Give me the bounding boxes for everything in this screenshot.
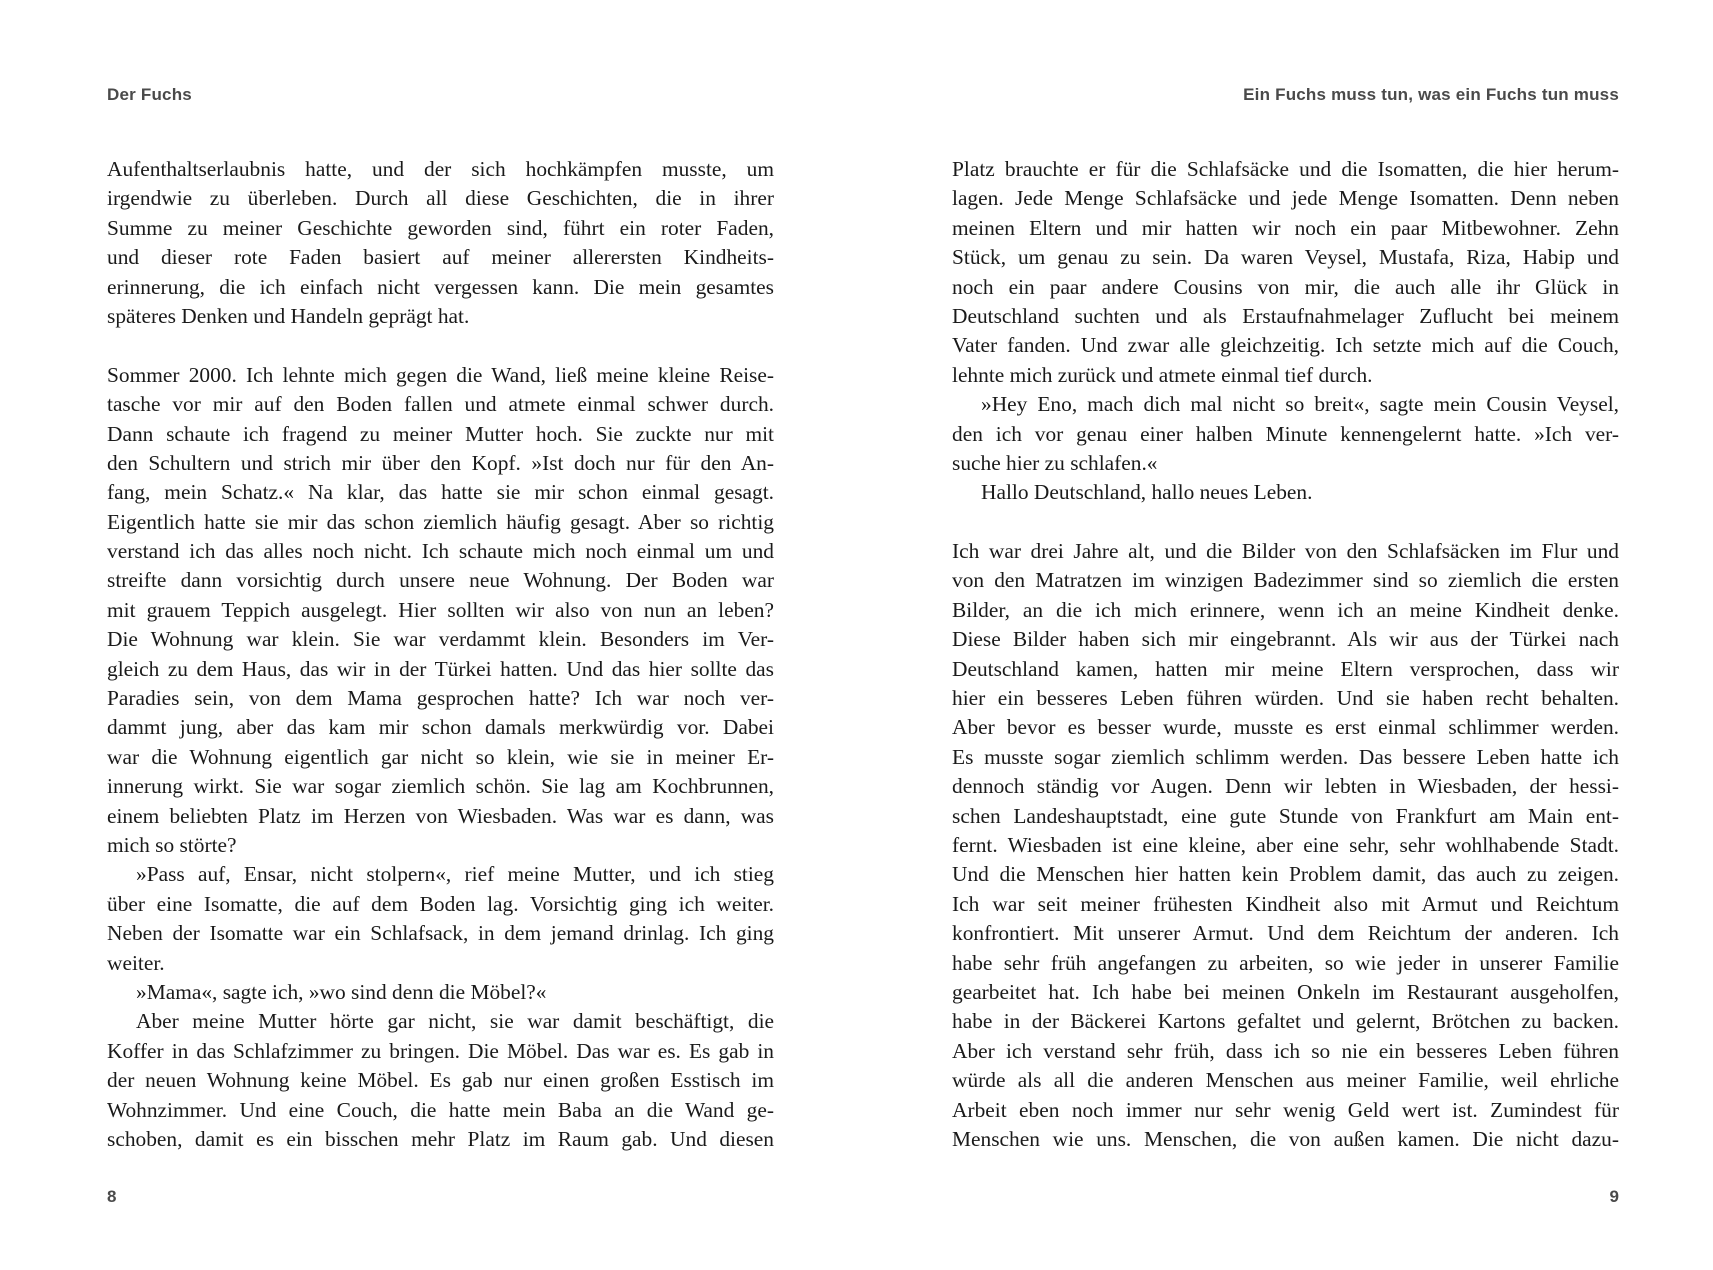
text-line: der neuen Wohnung keine Möbel. Es gab nur einen großen Esstisch im [107, 1068, 774, 1093]
text-line: den Schultern und strich mir über den Kopf. »Ist doch nur für den An- [107, 450, 774, 475]
text-line: Aber ich verstand sehr früh, dass ich so nie ein besseres Leben führen [952, 1038, 1619, 1063]
text-line: Paradies sein, von dem Mama gesprochen hatte? Ich war noch ver- [107, 686, 774, 711]
text-line: schoben, damit es ein bisschen mehr Platz im Raum gab. Und diesen [107, 1126, 774, 1151]
text-line: fang, mein Schatz.« Na klar, das hatte sie mir schon einmal gesagt. [107, 480, 774, 505]
text-line: Vater fanden. Und zwar alle gleichzeitig. Ich setzte mich auf die Couch, [952, 333, 1619, 358]
text-line: gearbeitet hat. Ich habe bei meinen Onkeln im Restaurant ausgeholfen, [952, 979, 1619, 1004]
text-line: war die Wohnung eigentlich gar nicht so klein, wie sie in meiner Er- [107, 744, 774, 769]
text-line: Stück, um genau zu sein. Da waren Veysel, Mustafa, Riza, Habip und [952, 245, 1619, 270]
right-running-head: Ein Fuchs muss tun, was ein Fuchs tun muss [1243, 85, 1619, 104]
text-line: »Mama«, sagte ich, »wo sind denn die Möbel?« [136, 979, 547, 1004]
text-line: »Pass auf, Ensar, nicht stolpern«, rief meine Mutter, und ich stieg [136, 862, 774, 887]
right-page [952, 0, 1619, 1270]
text-line: Neben der Isomatte war ein Schlafsack, in dem jemand drinlag. Ich ging [107, 921, 774, 946]
text-line: habe in der Bäckerei Kartons gefaltet und gelernt, Brötchen zu backen. [952, 1009, 1619, 1034]
text-line: Platz brauchte er für die Schlafsäcke und die Isomatten, die hier herum- [952, 157, 1619, 181]
text-line: Aufenthaltserlaubnis hatte, und der sich hochkämpfen musste, um [107, 157, 774, 181]
text-line: Deutschland kamen, hatten mir meine Eltern versprochen, dass wir [952, 656, 1619, 681]
text-line: über eine Isomatte, die auf dem Boden lag. Vorsichtig ging ich weiter. [107, 891, 774, 916]
text-line: Hallo Deutschland, hallo neues Leben. [981, 480, 1313, 505]
text-line: habe sehr früh angefangen zu arbeiten, so wie jeder in unserer Familie [952, 950, 1619, 975]
text-line: den ich vor genau einer halben Minute kennengelernt hatte. »Ich ver- [952, 421, 1619, 446]
text-line: noch ein paar andere Cousins von mir, die auch alle ihr Glück in [952, 274, 1619, 299]
text-line: tasche vor mir auf den Boden fallen und atmete einmal schwer durch. [107, 392, 774, 417]
section-break [107, 331, 774, 360]
text-line: Bilder, an die ich mich erinnere, wenn ich an meine Kindheit denke. [952, 597, 1619, 622]
text-line: Deutschland suchten und als Erstaufnahmelager Zuflucht bei meinem [952, 303, 1619, 328]
text-line: lehnte mich zurück und atmete einmal tief durch. [952, 362, 1373, 387]
text-line: Es musste sogar ziemlich schlimm werden. Das bessere Leben hatte ich [952, 744, 1619, 769]
text-line: Wohnzimmer. Und eine Couch, die hatte mein Baba an die Wand ge- [107, 1097, 774, 1122]
text-line: streifte dann vorsichtig durch unsere neue Wohnung. Der Boden war [107, 568, 774, 593]
section-break [952, 508, 1619, 537]
text-line: innerung wirkt. Sie war sogar ziemlich schön. Sie lag am Kochbrunnen, [107, 774, 774, 799]
text-line: Und die Menschen hier hatten kein Problem damit, das auch zu zeigen. [952, 862, 1619, 887]
text-line: erinnerung, die ich einfach nicht vergessen kann. Die mein gesamtes [107, 274, 774, 299]
text-line: Ich war drei Jahre alt, und die Bilder von den Schlafsäcken im Flur und [952, 539, 1619, 564]
text-line: Menschen wie uns. Menschen, die von außen kamen. Die nicht dazu- [952, 1126, 1619, 1151]
text-line: späteres Denken und Handeln geprägt hat. [107, 303, 470, 328]
text-line: verstand ich das alles noch nicht. Ich schaute mich noch einmal um und [107, 539, 774, 564]
text-line: und dieser rote Faden basiert auf meiner allerersten Kindheits- [107, 245, 774, 270]
text-line: Eigentlich hatte sie mir das schon ziemlich häufig gesagt. Aber so richtig [107, 509, 774, 534]
text-line: meinen Eltern und mir hatten wir noch ein paar Mitbewohner. Zehn [952, 215, 1619, 240]
left-running-head: Der Fuchs [107, 85, 192, 104]
text-line: Dann schaute ich fragend zu meiner Mutter hoch. Sie zuckte nur mit [107, 421, 774, 446]
text-line: dammt jung, aber das kam mir schon damals merkwürdig vor. Dabei [107, 715, 774, 740]
text-line: mich so störte? [107, 832, 237, 857]
text-line: suche hier zu schlafen.« [952, 450, 1158, 475]
text-line: irgendwie zu überleben. Durch all diese Geschichten, die in ihrer [107, 186, 774, 211]
text-line: Sommer 2000. Ich lehnte mich gegen die Wand, ließ meine kleine Reise- [107, 362, 774, 387]
text-line: einem beliebten Platz im Herzen von Wiesbaden. Was war es dann, was [107, 803, 774, 828]
right-page-body [952, 155, 1619, 1154]
text-line: Ich war seit meiner frühesten Kindheit also mit Armut und Reichtum [952, 891, 1619, 916]
left-page-body [107, 155, 774, 1154]
text-line: mit grauem Teppich ausgelegt. Hier sollten wir also von nun an leben? [107, 597, 774, 622]
right-page-number: 9 [1609, 1187, 1619, 1206]
text-line: »Hey Eno, mach dich mal nicht so breit«, sagte mein Cousin Veysel, [981, 392, 1619, 417]
text-line: dennoch ständig vor Augen. Denn wir lebten in Wiesbaden, der hessi- [952, 774, 1619, 799]
text-line: lagen. Jede Menge Schlafsäcke und jede Menge Isomatten. Denn neben [952, 186, 1619, 211]
text-line: weiter. [107, 950, 165, 975]
text-line: fernt. Wiesbaden ist eine kleine, aber eine sehr, sehr wohlhabende Stadt. [952, 832, 1619, 857]
left-page-number: 8 [107, 1187, 117, 1206]
text-line: Die Wohnung war klein. Sie war verdammt klein. Besonders im Ver- [107, 627, 774, 652]
text-line: gleich zu dem Haus, das wir in der Türkei hatten. Und das hier sollte das [107, 656, 774, 681]
left-page [107, 0, 774, 1270]
text-line: Koffer in das Schlafzimmer zu bringen. Die Möbel. Das war es. Es gab in [107, 1038, 774, 1063]
text-line: Diese Bilder haben sich mir eingebrannt. Als wir aus der Türkei nach [952, 627, 1619, 652]
text-line: schen Landeshauptstadt, eine gute Stunde von Frankfurt am Main ent- [952, 803, 1619, 828]
text-line: Aber bevor es besser wurde, musste es erst einmal schlimmer werden. [952, 715, 1619, 740]
text-line: von den Matratzen im winzigen Badezimmer sind so ziemlich die ersten [952, 568, 1619, 593]
text-line: Arbeit eben noch immer nur sehr wenig Geld wert ist. Zumindest für [952, 1097, 1619, 1122]
text-line: hier ein besseres Leben führen würden. Und sie haben recht behalten. [952, 686, 1619, 711]
text-line: konfrontiert. Mit unserer Armut. Und dem Reichtum der anderen. Ich [952, 921, 1619, 946]
text-line: Aber meine Mutter hörte gar nicht, sie war damit beschäftigt, die [136, 1009, 774, 1034]
text-line: würde als all die anderen Menschen aus meiner Familie, weil ehrliche [952, 1068, 1619, 1093]
text-line: Summe zu meiner Geschichte geworden sind, führt ein roter Faden, [107, 215, 774, 240]
